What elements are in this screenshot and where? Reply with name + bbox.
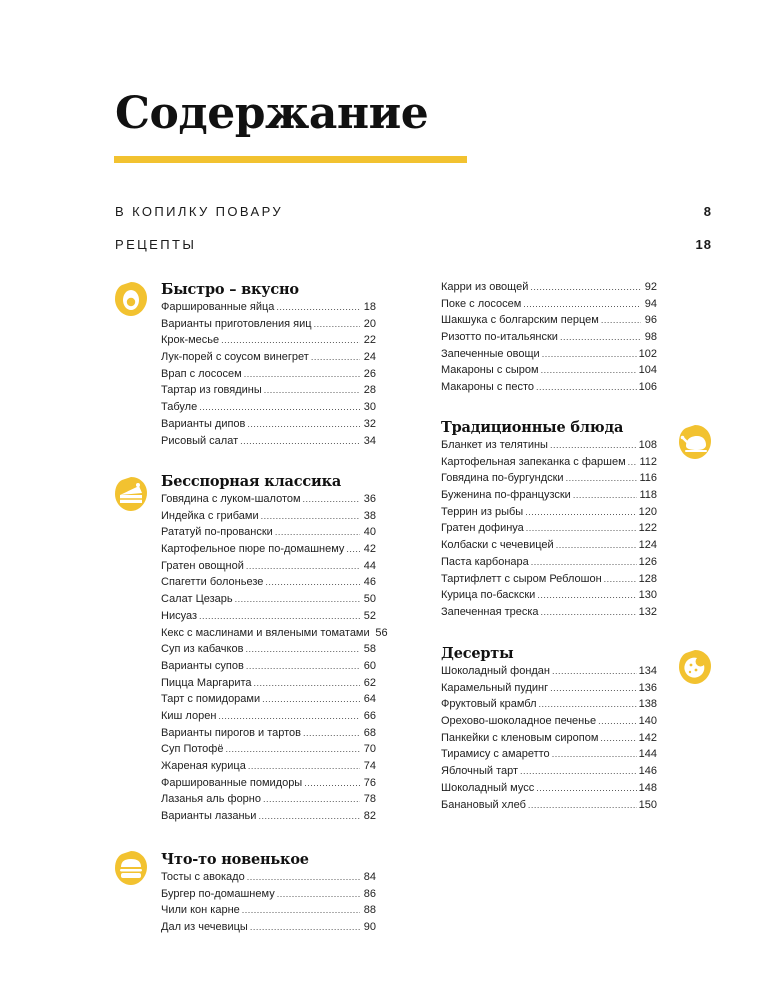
toc-entry[interactable] — [441, 780, 657, 797]
toc-entry[interactable] — [441, 379, 657, 396]
section-desserts — [441, 645, 657, 813]
dot-leader — [304, 775, 360, 792]
entry-title: Табуле — [161, 401, 198, 414]
entry-title: Шоколадный фондан — [441, 665, 551, 677]
entry-page-number: 82 — [363, 810, 376, 823]
cookie-icon — [677, 649, 713, 685]
entry-page-number: 88 — [363, 904, 376, 917]
section-new-continued — [441, 279, 657, 396]
entry-page-number: 76 — [363, 776, 376, 789]
toc-entry[interactable] — [161, 658, 376, 675]
dot-leader — [525, 504, 636, 521]
entry-title: Панкейки с кленовым сиропом — [441, 731, 599, 744]
entry-title: Яблочный тарт — [441, 765, 519, 778]
entry-page-number: 90 — [363, 921, 376, 934]
toc-entry[interactable] — [441, 537, 657, 554]
toc-entry[interactable] — [441, 663, 657, 680]
dot-leader — [536, 379, 637, 396]
entry-page-number: 96 — [644, 314, 657, 327]
toc-entry[interactable] — [161, 725, 376, 742]
toc-entry[interactable] — [161, 625, 388, 642]
toc-entry[interactable] — [161, 675, 376, 692]
dot-leader — [303, 725, 360, 742]
entry-page-number: 84 — [363, 871, 376, 883]
dot-leader — [541, 604, 637, 621]
toc-entry[interactable] — [161, 791, 376, 808]
dot-leader — [244, 366, 360, 383]
entry-page-number: 40 — [363, 526, 376, 539]
toc-entry[interactable] — [441, 713, 657, 730]
toc-entry[interactable] — [441, 279, 657, 296]
entry-page-number: 104 — [638, 364, 657, 377]
dot-leader — [346, 541, 360, 558]
dot-leader — [542, 346, 637, 363]
entry-page-number: 68 — [363, 726, 376, 739]
entry-title: Буженина по-французски — [441, 489, 571, 502]
entry-page-number: 52 — [363, 609, 376, 622]
dot-leader — [225, 741, 360, 758]
entry-title: Колбаски с чечевицей — [441, 539, 554, 552]
section-new — [161, 851, 376, 936]
entry-title: Паста карбонара — [441, 555, 529, 568]
section-title: Бесспорная классика — [161, 473, 342, 490]
entry-title: Тирамису с амаретто — [441, 748, 550, 761]
toc-entry[interactable] — [161, 491, 376, 508]
toc-entry[interactable] — [161, 541, 376, 558]
entry-page-number: 38 — [363, 509, 376, 522]
entry-page-number: 18 — [363, 301, 376, 313]
entry-title: Бургер по-домашнему — [161, 887, 275, 900]
entry-title: Лук-порей с соусом винегрет — [161, 351, 309, 364]
entry-page-number: 56 — [375, 626, 388, 639]
dot-leader — [303, 491, 360, 508]
dot-leader — [528, 797, 637, 814]
entry-list — [441, 279, 657, 396]
entry-title: Шоколадный мусс — [441, 781, 535, 794]
dot-leader — [573, 487, 638, 504]
entry-page-number: 70 — [363, 743, 376, 756]
toc-entry[interactable] — [441, 470, 657, 487]
toc-entry[interactable] — [441, 554, 657, 571]
entry-page-number: 108 — [638, 439, 657, 451]
dot-leader — [541, 362, 637, 379]
entry-page-number: 50 — [363, 593, 376, 606]
toc-entry[interactable] — [441, 437, 657, 454]
dot-leader — [245, 641, 360, 658]
entry-list — [441, 437, 657, 621]
toc-entry[interactable] — [441, 487, 657, 504]
entry-page-number: 20 — [363, 317, 376, 330]
toc-entry[interactable] — [441, 362, 657, 379]
toc-entry[interactable] — [161, 299, 376, 316]
toc-entry[interactable] — [441, 587, 657, 604]
entry-page-number: 64 — [363, 693, 376, 706]
entry-page-number: 122 — [638, 522, 657, 535]
entry-page-number: 134 — [638, 665, 657, 677]
dot-leader — [552, 746, 637, 763]
entry-page-number: 144 — [638, 748, 657, 761]
toc-entry[interactable] — [161, 349, 376, 366]
entry-title: Киш лорен — [161, 709, 217, 722]
entry-title: Варианты пирогов и тартов — [161, 726, 302, 739]
entry-title: Картофельная запеканка с фаршем — [441, 455, 626, 468]
entry-title: Индейка с грибами — [161, 509, 259, 522]
toc-entry[interactable] — [441, 571, 657, 588]
entry-page-number: 94 — [644, 297, 657, 310]
entry-list — [161, 491, 388, 825]
entry-page-number: 24 — [363, 351, 376, 364]
entry-title: Спагетти болоньезе — [161, 576, 264, 589]
entry-page-number: 66 — [363, 709, 376, 722]
dot-leader — [537, 587, 636, 604]
dot-leader — [258, 808, 360, 825]
entry-page-number: 74 — [363, 760, 376, 772]
entry-page-number: 92 — [644, 281, 657, 293]
section-title: Что-то новенькое — [161, 851, 309, 868]
entry-title: Макароны с сыром — [441, 364, 539, 377]
toc-entry[interactable] — [161, 416, 376, 433]
toc-entry[interactable] — [441, 763, 657, 780]
title-underline — [114, 156, 467, 163]
dot-leader — [604, 571, 637, 588]
intro-label: В КОПИЛКУ ПОВАРУ — [115, 203, 284, 219]
entry-title: Фаршированные яйца — [161, 301, 275, 313]
entry-title: Бланкет из телятины — [441, 439, 548, 451]
section-quick — [161, 281, 376, 449]
dot-leader — [275, 524, 360, 541]
toc-entry[interactable] — [161, 641, 376, 658]
intro-line-tips[interactable] — [115, 202, 712, 220]
entry-title: Гратен дофинуа — [441, 522, 524, 535]
toc-entry[interactable] — [441, 296, 657, 313]
entry-title: Тартифлетт с сыром Реблошон — [441, 572, 602, 585]
toc-entry[interactable] — [161, 886, 376, 903]
dot-leader — [247, 416, 360, 433]
entry-page-number: 136 — [638, 681, 657, 694]
entry-page-number: 112 — [639, 455, 657, 468]
entry-title: Крок-месье — [161, 334, 220, 347]
dot-leader — [247, 869, 360, 886]
entry-page-number: 58 — [363, 643, 376, 656]
toc-entry[interactable] — [161, 332, 376, 349]
toc-entry[interactable] — [441, 797, 657, 814]
entry-title: Террин из рыбы — [441, 505, 524, 518]
entry-page-number: 102 — [638, 347, 657, 360]
entry-title: Дал из чечевицы — [161, 921, 248, 934]
toc-entry[interactable] — [161, 808, 376, 825]
section-title: Быстро – вкусно — [161, 281, 299, 298]
entry-page-number: 132 — [638, 605, 657, 618]
entry-title: Кекс с маслинами и вялеными томатами — [161, 626, 370, 639]
toc-entry[interactable] — [161, 591, 376, 608]
entry-page-number: 62 — [363, 676, 376, 689]
toc-entry[interactable] — [161, 574, 376, 591]
entry-page-number: 140 — [638, 715, 657, 728]
entry-title: Варианты супов — [161, 659, 244, 672]
toc-entry[interactable] — [441, 696, 657, 713]
dot-leader — [199, 399, 360, 416]
entry-title: Пицца Маргарита — [161, 676, 252, 689]
entry-page-number: 128 — [638, 572, 657, 585]
roast-chicken-icon — [677, 424, 713, 460]
toc-entry[interactable] — [161, 382, 376, 399]
entry-title: Макароны с песто — [441, 381, 535, 394]
toc-entry[interactable] — [161, 919, 376, 936]
toc-entry[interactable] — [161, 558, 376, 575]
entry-title: Лазанья аль форно — [161, 793, 261, 806]
entry-page-number: 98 — [644, 331, 657, 344]
entry-title: Суп Потофё — [161, 743, 224, 756]
entry-title: Суп из кабачков — [161, 643, 244, 656]
entry-page-number: 30 — [363, 401, 376, 414]
entry-title: Шакшука с болгарским перцем — [441, 314, 599, 327]
dot-leader — [598, 713, 637, 730]
dot-leader — [246, 558, 360, 575]
section-title: Традиционные блюда — [441, 419, 624, 436]
entry-list — [161, 869, 376, 936]
dot-leader — [601, 312, 641, 329]
dot-leader — [240, 433, 360, 450]
dot-leader — [628, 454, 638, 471]
dot-leader — [242, 902, 360, 919]
dot-leader — [526, 520, 637, 537]
dot-leader — [265, 574, 360, 591]
toc-entry[interactable] — [161, 869, 376, 886]
dot-leader — [262, 691, 360, 708]
entry-page-number: 22 — [363, 334, 376, 347]
burger-icon — [113, 850, 149, 886]
entry-title: Поке с лососем — [441, 297, 522, 310]
entry-page-number: 130 — [638, 589, 657, 602]
entry-page-number: 150 — [638, 798, 657, 811]
dot-leader — [276, 299, 360, 316]
dot-leader — [536, 780, 636, 797]
toc-entry[interactable] — [161, 741, 376, 758]
entry-list — [441, 663, 657, 813]
dot-leader — [277, 886, 360, 903]
entry-title: Орехово-шоколадное печенье — [441, 715, 597, 728]
entry-title: Запеченные овощи — [441, 347, 540, 360]
dot-leader — [539, 696, 637, 713]
dot-leader — [311, 349, 360, 366]
toc-entry[interactable] — [161, 758, 376, 775]
section-title: Десерты — [441, 645, 514, 662]
intro-line-recipes[interactable] — [115, 235, 712, 253]
toc-entry[interactable] — [441, 329, 657, 346]
intro-page: 18 — [695, 236, 712, 252]
entry-title: Карри из овощей — [441, 281, 529, 293]
dot-leader — [261, 508, 360, 525]
toc-entry[interactable] — [161, 708, 376, 725]
entry-title: Жареная курица — [161, 760, 246, 772]
entry-title: Рататуй по-провански — [161, 526, 273, 539]
entry-title: Нисуаз — [161, 609, 198, 622]
entry-page-number: 148 — [638, 781, 657, 794]
dot-leader — [552, 663, 637, 680]
section-traditional — [441, 419, 657, 621]
entry-title: Гратен овощной — [161, 559, 244, 572]
entry-page-number: 138 — [638, 698, 657, 711]
entry-page-number: 44 — [363, 559, 376, 572]
entry-title: Салат Цезарь — [161, 593, 233, 606]
dot-leader — [560, 329, 641, 346]
entry-page-number: 124 — [638, 539, 657, 552]
dot-leader — [246, 658, 360, 675]
toc-entry[interactable] — [161, 366, 376, 383]
entry-title: Фруктовый крамбл — [441, 698, 537, 711]
toc-entry[interactable] — [441, 746, 657, 763]
toc-entry[interactable] — [441, 504, 657, 521]
entry-page-number: 126 — [638, 555, 657, 568]
dot-leader — [550, 437, 637, 454]
entry-page-number: 78 — [363, 793, 376, 806]
entry-title: Тартар из говядины — [161, 384, 262, 397]
toc-entry[interactable] — [161, 399, 376, 416]
dot-leader — [264, 382, 360, 399]
dot-leader — [248, 758, 360, 775]
entry-title: Карамельный пудинг — [441, 681, 549, 694]
entry-title: Говядина по-бургундски — [441, 472, 564, 485]
page-title: Содержание — [115, 88, 429, 139]
section-classics — [161, 473, 388, 825]
toc-entry[interactable] — [161, 608, 376, 625]
entry-title: Врап с лососем — [161, 367, 242, 380]
entry-page-number: 60 — [363, 659, 376, 672]
entry-title: Варианты лазаньи — [161, 810, 257, 823]
dot-leader — [221, 332, 360, 349]
entry-page-number: 106 — [638, 381, 657, 394]
entry-page-number: 36 — [363, 493, 376, 505]
dot-leader — [556, 537, 637, 554]
toc-entry[interactable] — [441, 454, 657, 471]
entry-page-number: 146 — [638, 765, 657, 778]
entry-page-number: 34 — [363, 434, 376, 447]
entry-list — [161, 299, 376, 449]
entry-title: Запеченная треска — [441, 605, 539, 618]
toc-entry[interactable] — [161, 508, 376, 525]
entry-title: Курица по-баскски — [441, 589, 536, 602]
toc-entry[interactable] — [441, 604, 657, 621]
entry-page-number: 42 — [363, 543, 376, 556]
toc-entry[interactable] — [161, 775, 376, 792]
entry-page-number: 118 — [639, 489, 657, 502]
entry-title: Картофельное пюре по-домашнему — [161, 543, 345, 556]
toc-entry[interactable] — [161, 524, 376, 541]
entry-title: Варианты дипов — [161, 417, 246, 430]
entry-title: Варианты приготовления яиц — [161, 317, 312, 330]
entry-page-number: 142 — [638, 731, 657, 744]
entry-page-number: 116 — [639, 472, 657, 485]
dot-leader — [600, 730, 636, 747]
dot-leader — [263, 791, 360, 808]
dot-leader — [531, 554, 637, 571]
intro-page: 8 — [703, 203, 712, 219]
entry-title: Банановый хлеб — [441, 798, 526, 811]
dot-leader — [530, 279, 641, 296]
entry-page-number: 120 — [638, 505, 657, 518]
toc-entry[interactable] — [441, 680, 657, 697]
toc-entry[interactable] — [441, 312, 657, 329]
entry-page-number: 86 — [363, 887, 376, 900]
dot-leader — [566, 470, 638, 487]
entry-title: Ризотто по-итальянски — [441, 331, 558, 344]
dot-leader — [254, 675, 360, 692]
entry-title: Чили кон карне — [161, 904, 240, 917]
dot-leader — [235, 591, 360, 608]
dot-leader — [218, 708, 360, 725]
toc-entry[interactable] — [161, 691, 376, 708]
entry-page-number: 32 — [363, 417, 376, 430]
intro-label: РЕЦЕПТЫ — [115, 236, 197, 252]
entry-page-number: 46 — [363, 576, 376, 589]
toc-entry[interactable] — [441, 730, 657, 747]
toc-entry[interactable] — [161, 316, 376, 333]
entry-title: Рисовый салат — [161, 434, 239, 447]
dot-leader — [314, 316, 360, 333]
toc-entry[interactable] — [441, 520, 657, 537]
entry-title: Фаршированные помидоры — [161, 776, 303, 789]
egg-icon — [113, 281, 149, 317]
entry-page-number: 26 — [363, 367, 376, 380]
entry-title: Тарт с помидорами — [161, 693, 261, 706]
dot-leader — [520, 763, 637, 780]
cake-slice-icon — [113, 476, 149, 512]
entry-title: Говядина с луком-шалотом — [161, 493, 301, 505]
dot-leader — [550, 680, 636, 697]
toc-entry[interactable] — [161, 433, 376, 450]
dot-leader — [199, 608, 360, 625]
dot-leader — [523, 296, 641, 313]
dot-leader — [250, 919, 360, 936]
toc-entry[interactable] — [161, 902, 376, 919]
entry-title: Тосты с авокадо — [161, 871, 245, 883]
entry-page-number: 28 — [363, 384, 376, 397]
toc-entry[interactable] — [441, 346, 657, 363]
